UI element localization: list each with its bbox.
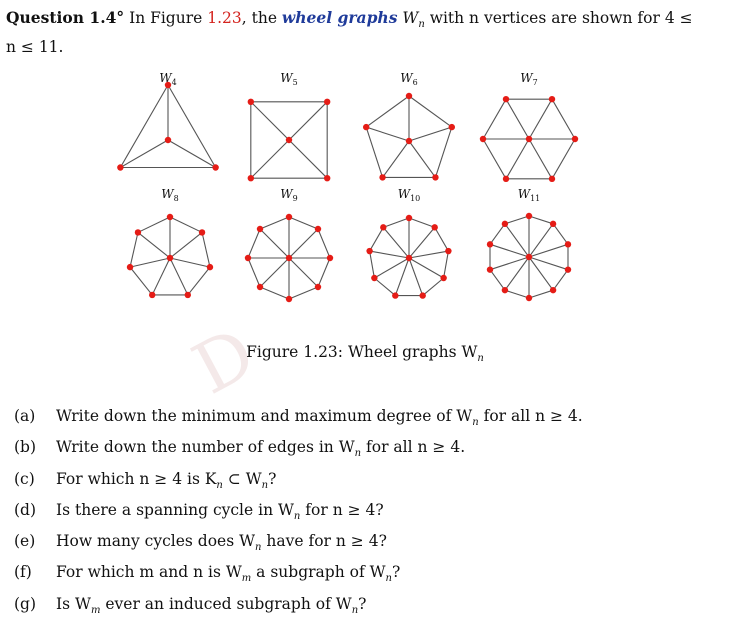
rim-edge — [552, 139, 575, 179]
rim-edge — [370, 227, 384, 251]
spoke-edge — [409, 141, 435, 177]
hub-vertex — [526, 136, 532, 142]
part-text-tail-2: ? — [392, 563, 401, 582]
part-text — [56, 529, 387, 560]
graph-label: $W_5$ — [280, 71, 298, 87]
part-text-tail-2: ? — [358, 594, 367, 613]
hub-vertex — [286, 137, 292, 143]
part-text — [56, 404, 583, 435]
part-sub: n — [293, 510, 301, 522]
part-sub: m — [90, 604, 101, 616]
rim-vertex — [419, 292, 425, 298]
rim-vertex — [526, 295, 532, 301]
rim-vertex — [432, 224, 438, 230]
rim-vertex — [199, 229, 205, 235]
question-parts — [14, 404, 583, 623]
question-heading — [6, 7, 721, 58]
rim-edge — [248, 258, 260, 287]
spoke-edge — [152, 258, 170, 295]
part-text-main: Is W — [56, 594, 91, 613]
hub-vertex — [167, 255, 173, 261]
rim-vertex — [449, 124, 455, 130]
rim-edge — [202, 232, 210, 267]
spoke-edge — [529, 99, 552, 139]
rim-edge — [366, 96, 409, 127]
rim-edge — [490, 224, 505, 245]
part-text-main: How many cycles does W — [56, 532, 256, 551]
part-text — [56, 467, 276, 498]
spoke-edge — [529, 257, 553, 290]
caption-subscript: n — [477, 353, 484, 365]
part-sub: n — [255, 542, 262, 554]
rim-vertex — [406, 93, 412, 99]
rim-edge — [552, 99, 575, 139]
rim-vertex — [149, 292, 155, 298]
rim-vertex — [257, 284, 263, 290]
part-text-main: For which m and n is W — [56, 563, 242, 582]
rim-edge — [553, 270, 568, 291]
wheel-graphs-figure — [0, 60, 730, 310]
spoke-edge — [529, 244, 568, 257]
term-wheel-graphs: wheel graphs — [281, 8, 398, 27]
rim-vertex — [565, 266, 571, 272]
rim-vertex — [315, 226, 321, 232]
part-text-tail: for all n ≥ 4. — [478, 407, 583, 425]
graph-label: $W_7$ — [520, 71, 538, 87]
rim-edge — [289, 217, 318, 229]
rim-edge — [374, 278, 395, 296]
part-d — [14, 498, 583, 529]
spoke-edge — [366, 127, 409, 141]
wn-symbol: W — [402, 9, 419, 27]
spoke-edge — [506, 139, 529, 179]
spoke-edge — [409, 227, 435, 258]
graph-label: $W_{10}$ — [397, 187, 421, 203]
part-sub: m — [241, 573, 252, 585]
spoke-edge — [289, 102, 327, 140]
rim-edge — [120, 85, 168, 168]
rim-edge — [435, 227, 449, 251]
rim-vertex — [502, 287, 508, 293]
spoke-edge — [170, 258, 210, 267]
rim-edge — [260, 287, 289, 299]
rim-vertex — [480, 136, 486, 142]
hub-vertex — [406, 138, 412, 144]
spoke-edge — [529, 139, 552, 179]
rim-edge — [529, 216, 553, 224]
rim-vertex — [572, 136, 578, 142]
rim-vertex — [248, 175, 254, 181]
rim-vertex — [487, 241, 493, 247]
part-g — [14, 592, 583, 623]
rim-edge — [490, 270, 505, 291]
figure-ref-link[interactable]: 1.23 — [207, 9, 242, 27]
rim-vertex — [432, 174, 438, 180]
rim-edge — [130, 232, 138, 267]
part-text — [56, 435, 465, 466]
part-text-tail: have for n ≥ 4? — [261, 532, 387, 551]
graph-label: $W_9$ — [280, 187, 298, 203]
wn-subscript: n — [418, 19, 425, 31]
spoke-edge — [251, 102, 289, 140]
rim-edge — [435, 127, 451, 177]
graph-label: $W_{11}$ — [517, 187, 541, 203]
part-a — [14, 404, 583, 435]
rim-vertex — [363, 124, 369, 130]
spoke-edge — [138, 232, 170, 258]
part-label: (a) — [14, 407, 36, 425]
graph-label: $W_6$ — [400, 71, 418, 87]
part-label: (b) — [14, 438, 37, 457]
spoke-edge — [120, 140, 168, 168]
rim-vertex — [207, 264, 213, 270]
part-sub: n — [216, 479, 223, 491]
rim-edge — [370, 251, 375, 278]
spoke-edge — [260, 258, 289, 287]
rim-edge — [318, 229, 330, 258]
spoke-edge — [170, 258, 188, 295]
rim-vertex — [379, 174, 385, 180]
rim-edge — [529, 290, 553, 298]
rim-edge — [409, 96, 452, 127]
spoke-edge — [383, 141, 409, 177]
rim-vertex — [327, 255, 333, 261]
part-text-tail: ⊂ W — [222, 469, 262, 488]
rim-edge — [318, 258, 330, 287]
part-text-tail: for n ≥ 4? — [300, 500, 384, 519]
spoke-edge — [490, 257, 529, 270]
part-c — [14, 467, 583, 498]
part-f — [14, 560, 583, 591]
part-text-tail: ever an induced subgraph of W — [100, 594, 352, 613]
spoke-edge — [529, 224, 553, 257]
rim-vertex — [503, 96, 509, 102]
spoke-edge — [529, 257, 568, 270]
spoke-edge — [289, 229, 318, 258]
rim-vertex — [503, 176, 509, 182]
rim-vertex — [366, 248, 372, 254]
part-sub-2: n — [385, 573, 392, 585]
watermark: D — [180, 311, 269, 411]
spoke-edge — [168, 140, 216, 168]
part-text-main: For which n ≥ 4 is K — [56, 469, 217, 488]
rim-edge — [444, 251, 449, 278]
rim-vertex — [440, 275, 446, 281]
rim-edge — [423, 278, 444, 296]
part-text-tail-2: ? — [268, 469, 277, 488]
rim-edge — [505, 290, 529, 298]
rim-vertex — [406, 215, 412, 221]
part-sub-2: n — [261, 479, 269, 491]
rim-vertex — [392, 292, 398, 298]
spoke-edge — [409, 258, 444, 278]
rim-edge — [248, 229, 260, 258]
rim-vertex — [549, 176, 555, 182]
rim-vertex — [487, 266, 493, 272]
rim-vertex — [324, 99, 330, 105]
rim-edge — [260, 217, 289, 229]
spoke-edge — [289, 258, 318, 287]
rim-edge — [170, 217, 202, 232]
rim-edge — [188, 267, 210, 295]
hub-vertex — [526, 254, 532, 260]
rim-edge — [289, 287, 318, 299]
rim-vertex — [117, 164, 123, 170]
part-sub: n — [354, 448, 362, 460]
part-label: (d) — [14, 500, 37, 519]
question-label: Question 1.4° — [6, 8, 125, 27]
part-sub-2: n — [351, 604, 359, 616]
rim-vertex — [549, 96, 555, 102]
rim-vertex — [167, 214, 173, 220]
spoke-edge — [506, 99, 529, 139]
part-text — [56, 498, 384, 529]
spoke-edge — [505, 257, 529, 290]
rim-edge — [483, 99, 506, 139]
part-b — [14, 435, 583, 466]
part-sub: n — [472, 417, 479, 429]
rim-vertex — [185, 292, 191, 298]
rim-vertex — [286, 214, 292, 220]
part-label: (e) — [14, 532, 36, 551]
rim-edge — [130, 267, 152, 295]
part-e — [14, 529, 583, 560]
spoke-edge — [374, 258, 409, 278]
part-text — [56, 560, 400, 591]
rim-vertex — [565, 241, 571, 247]
rim-edge — [138, 217, 170, 232]
rim-vertex — [248, 99, 254, 105]
part-text-tail: for all n ≥ 4. — [361, 438, 466, 457]
spoke-edge — [409, 258, 423, 296]
rim-edge — [553, 224, 568, 245]
spoke-edge — [505, 224, 529, 257]
spoke-edge — [383, 227, 409, 258]
hub-vertex — [286, 255, 292, 261]
rim-edge — [409, 218, 435, 227]
spoke-edge — [409, 251, 448, 258]
spoke-edge — [260, 229, 289, 258]
caption-text: Figure 1.23: Wheel graphs W — [246, 343, 478, 361]
rim-edge — [505, 216, 529, 224]
rim-vertex — [371, 275, 377, 281]
rim-vertex — [257, 226, 263, 232]
question-text-4: n ≤ 11. — [6, 38, 64, 57]
hub-vertex — [406, 255, 412, 261]
figure-caption — [0, 343, 730, 364]
spoke-edge — [251, 140, 289, 178]
part-text-main: Write down the minimum and maximum degree of W — [56, 407, 473, 425]
question-text-3: with n vertices are shown for 4 ≤ — [424, 9, 693, 27]
spoke-edge — [490, 244, 529, 257]
rim-vertex — [502, 221, 508, 227]
spoke-edge — [395, 258, 409, 296]
part-label: (g) — [14, 594, 37, 613]
rim-vertex — [550, 287, 556, 293]
rim-vertex — [212, 164, 218, 170]
part-label: (f) — [14, 563, 32, 582]
part-text-main: Write down the number of edges in W — [56, 438, 355, 457]
question-text-2: , the — [241, 9, 282, 27]
rim-edge — [366, 127, 382, 177]
part-text — [56, 592, 366, 623]
rim-vertex — [324, 175, 330, 181]
question-text-1: In Figure — [124, 9, 208, 27]
part-text-tail: a subgraph of W — [251, 563, 386, 582]
rim-vertex — [135, 229, 141, 235]
spoke-edge — [170, 232, 202, 258]
part-label: (c) — [14, 469, 35, 488]
spoke-edge — [409, 127, 452, 141]
rim-vertex — [286, 296, 292, 302]
spoke-edge — [130, 258, 170, 267]
part-text-main: Is there a spanning cycle in W — [56, 500, 294, 519]
spoke-edge — [289, 140, 327, 178]
rim-vertex — [245, 255, 251, 261]
rim-edge — [483, 139, 506, 179]
graph-label: $W_8$ — [161, 187, 179, 203]
hub-vertex — [165, 137, 171, 143]
rim-edge — [168, 85, 216, 168]
rim-edge — [383, 218, 409, 227]
rim-vertex — [127, 264, 133, 270]
rim-vertex — [445, 248, 451, 254]
rim-vertex — [550, 221, 556, 227]
rim-vertex — [526, 213, 532, 219]
spoke-edge — [370, 251, 409, 258]
graph-label: $W_4$ — [159, 71, 177, 87]
rim-vertex — [315, 284, 321, 290]
rim-vertex — [380, 224, 386, 230]
